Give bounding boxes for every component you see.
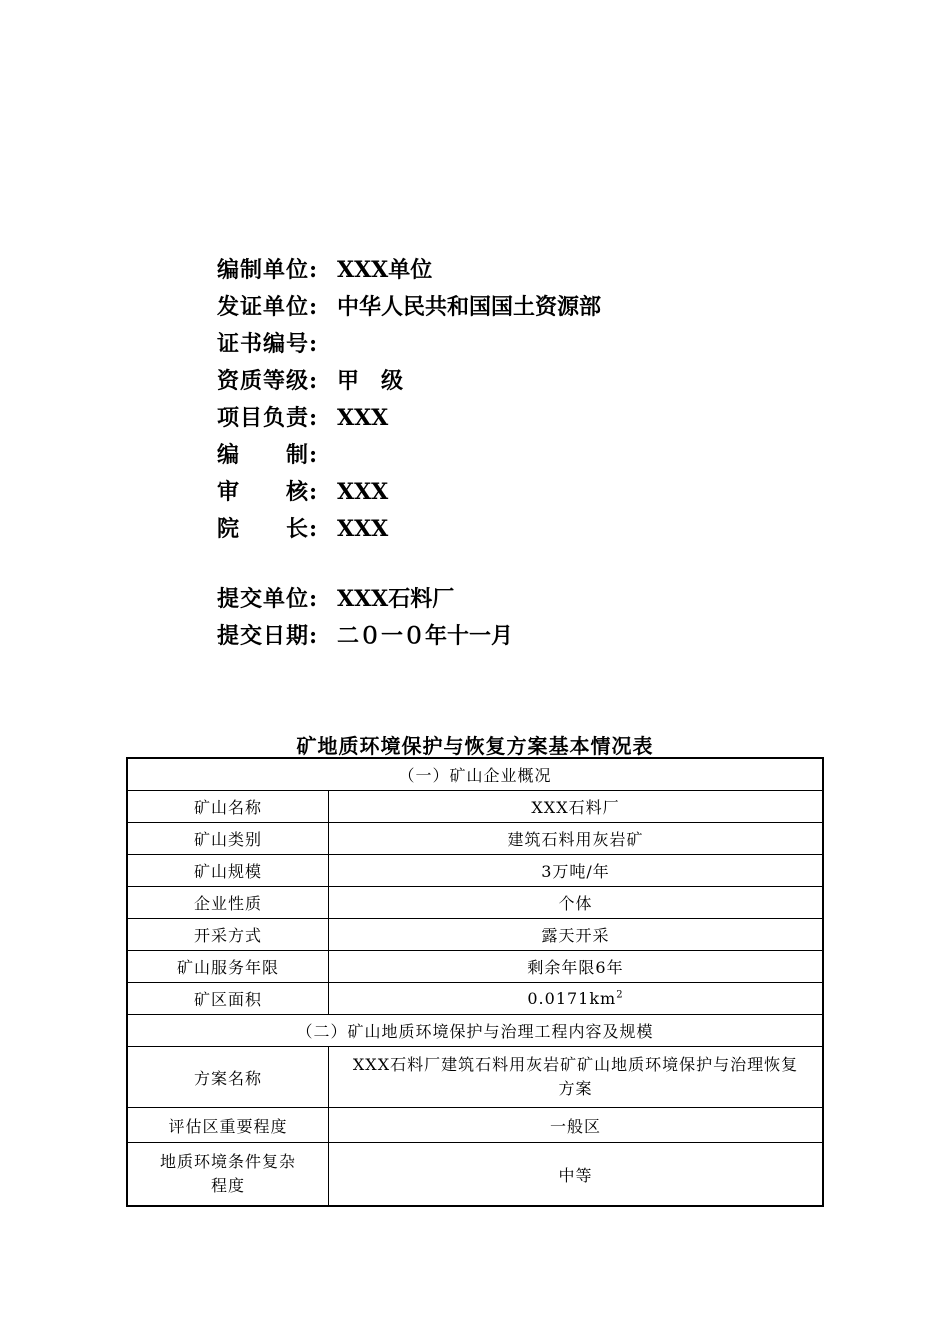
row-key: 矿区面积 — [127, 983, 329, 1015]
info-label: 编制单位: — [217, 257, 319, 283]
info-label: 院 长: — [217, 516, 319, 542]
table-row — [127, 919, 823, 951]
section-header: （一）矿山企业概况 — [127, 758, 823, 791]
row-key: 企业性质 — [127, 887, 329, 919]
row-value: 建筑石料用灰岩矿 — [329, 823, 824, 855]
row-key: 矿山服务年限 — [127, 951, 329, 983]
table-row — [127, 823, 823, 855]
row-key: 地质环境条件复杂程度 — [127, 1143, 329, 1207]
info-label: 提交日期: — [217, 623, 319, 649]
row-value: XXX石料厂建筑石料用灰岩矿矿山地质环境保护与治理恢复方案 — [329, 1047, 824, 1108]
row-value: 剩余年限6年 — [329, 951, 824, 983]
table-row — [127, 1015, 823, 1047]
row-key: 方案名称 — [127, 1047, 329, 1108]
table-row — [127, 791, 823, 823]
info-value: 甲 级 — [337, 368, 404, 394]
row-value: 一般区 — [329, 1108, 824, 1143]
row-key: 矿山规模 — [127, 855, 329, 887]
basic-info-table — [126, 757, 824, 1207]
section-header: （二）矿山地质环境保护与治理工程内容及规模 — [127, 1015, 823, 1047]
table-row — [127, 951, 823, 983]
info-label: 编 制: — [217, 442, 319, 468]
info-label: 审 核: — [217, 479, 319, 505]
info-row-author — [217, 437, 601, 474]
info-label: 发证单位: — [217, 294, 319, 320]
info-row-grade — [217, 363, 601, 400]
info-row-director — [217, 511, 601, 548]
table-title: 矿地质环境保护与恢复方案基本情况表 — [296, 734, 654, 758]
row-key: 矿山名称 — [127, 791, 329, 823]
row-key: 开采方式 — [127, 919, 329, 951]
info-row-submit-date — [217, 618, 601, 655]
row-value: XXX石料厂 — [329, 791, 824, 823]
info-value: XXX — [337, 405, 389, 431]
spacer — [217, 548, 601, 581]
row-key: 矿山类别 — [127, 823, 329, 855]
info-value: XXX单位 — [337, 257, 433, 283]
table-row — [127, 758, 823, 791]
info-value: 二０一０年十一月 — [337, 623, 514, 649]
row-key: 评估区重要程度 — [127, 1108, 329, 1143]
info-row-certificate — [217, 326, 601, 363]
area-value: 0.0171km — [527, 989, 617, 1008]
area-unit-superscript: 2 — [616, 989, 624, 1001]
info-label: 提交单位: — [217, 586, 319, 612]
info-row-submitter — [217, 581, 601, 618]
table-row — [127, 887, 823, 919]
info-label: 资质等级: — [217, 368, 319, 394]
row-value: 3万吨/年 — [329, 855, 824, 887]
table-row — [127, 1047, 823, 1108]
info-value: XXX石料厂 — [337, 586, 455, 612]
row-value: 露天开采 — [329, 919, 824, 951]
table-row — [127, 855, 823, 887]
report-info-block — [217, 252, 601, 655]
row-value: 中等 — [329, 1143, 824, 1207]
table-row — [127, 1108, 823, 1143]
info-value: XXX — [337, 516, 389, 542]
row-value: 个体 — [329, 887, 824, 919]
info-label: 证书编号: — [217, 331, 319, 357]
row-value — [329, 983, 824, 1015]
info-value: XXX — [337, 479, 389, 505]
info-label: 项目负责: — [217, 405, 319, 431]
info-row-compiler — [217, 252, 601, 289]
table-row — [127, 983, 823, 1015]
table-row — [127, 1143, 823, 1207]
info-row-reviewer — [217, 474, 601, 511]
info-row-project-lead — [217, 400, 601, 437]
info-row-issuer — [217, 289, 601, 326]
info-value: 中华人民共和国国土资源部 — [337, 294, 602, 320]
